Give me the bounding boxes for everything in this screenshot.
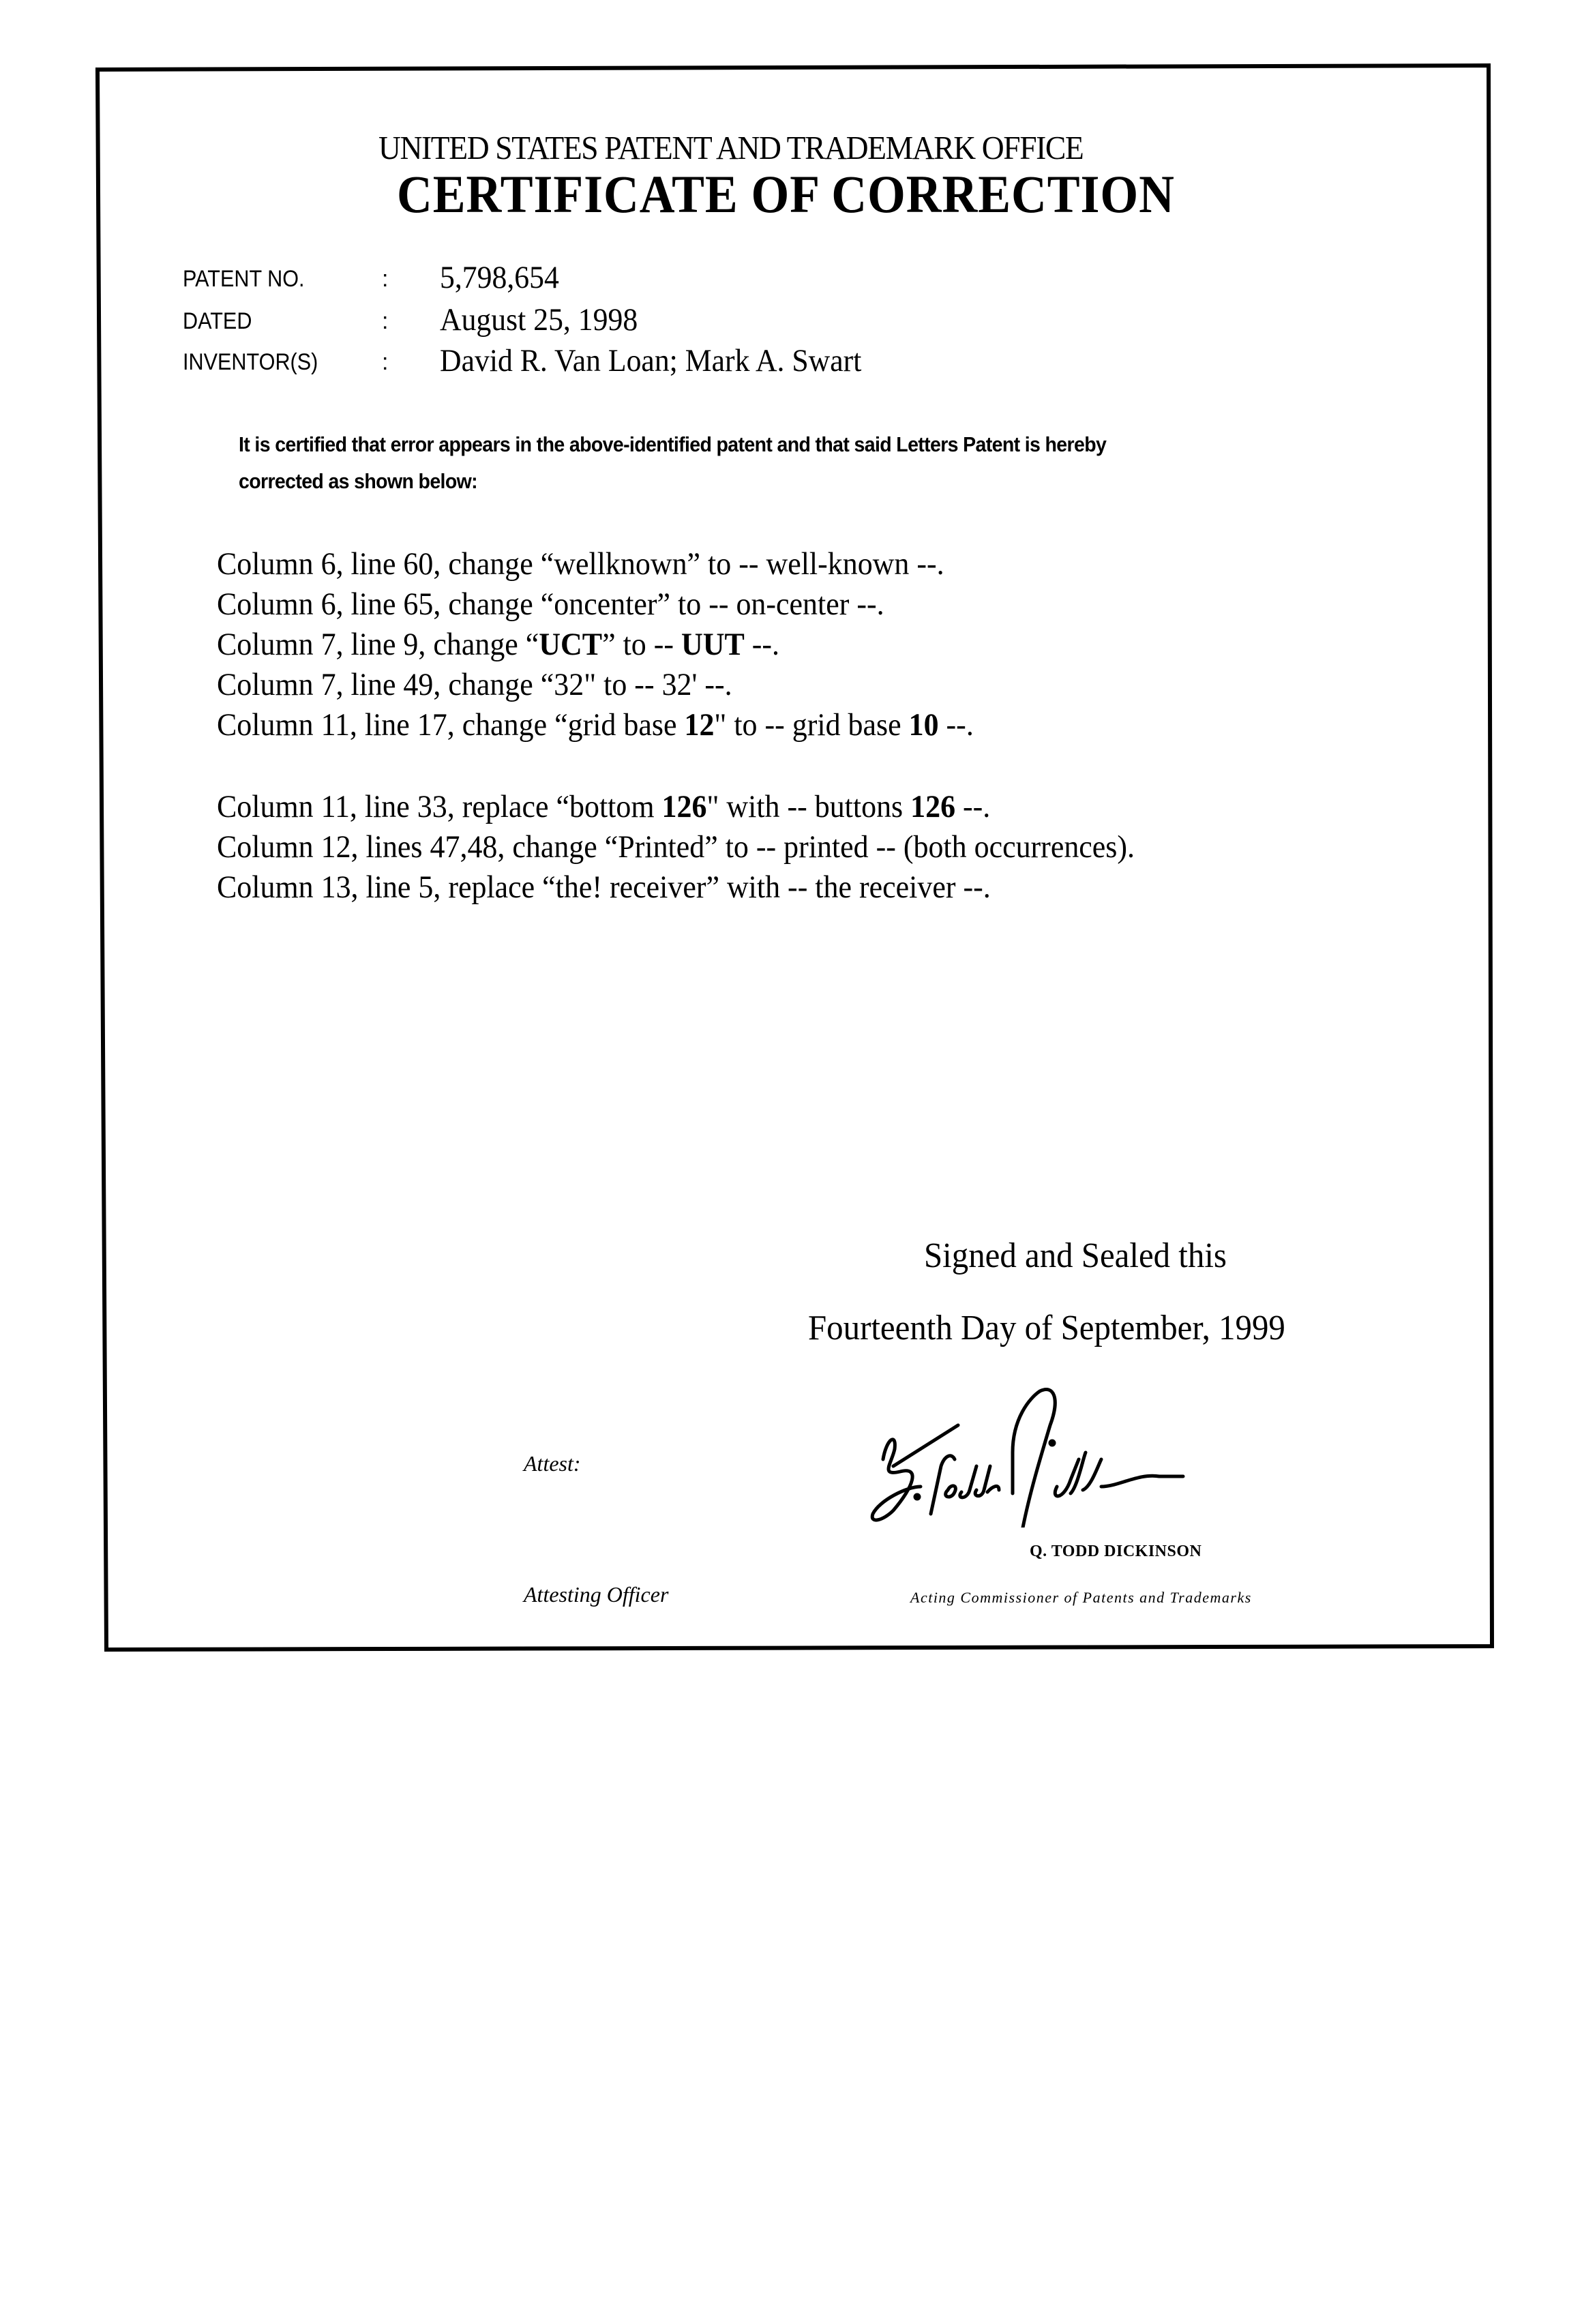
correction-item: Column 6, line 60, change “wellknown” to -- well-known --. bbox=[217, 546, 944, 582]
correction-item bbox=[217, 788, 990, 825]
sealed-date-line: Fourteenth Day of September, 1999 bbox=[808, 1308, 1285, 1348]
field-label: INVENTOR(S) bbox=[183, 349, 318, 376]
correction-item bbox=[217, 626, 779, 663]
bold-segment: UCT bbox=[539, 627, 602, 662]
text-segment: " to -- grid base bbox=[714, 707, 908, 743]
field-label: PATENT NO. bbox=[183, 266, 305, 293]
bold-segment: UUT bbox=[681, 627, 745, 662]
field-value: David R. Van Loan; Mark A. Swart bbox=[440, 342, 861, 379]
bold-segment: 12 bbox=[684, 707, 714, 743]
bold-segment: 126 bbox=[910, 789, 955, 824]
correction-item: Column 12, lines 47,48, change “Printed” to -- printed -- (both occurrences). bbox=[217, 829, 1135, 865]
bold-segment: 10 bbox=[909, 707, 939, 743]
bold-segment: 126 bbox=[662, 789, 707, 824]
attest-label: Attest: bbox=[524, 1451, 581, 1476]
field-label: DATED bbox=[183, 308, 252, 335]
disclaimer-line-1: It is certified that error appears in the above-identified patent and that said Letters Patent is hereby bbox=[239, 432, 1106, 457]
field-colon: : bbox=[382, 308, 388, 335]
text-segment: Column 11, line 33, replace “bottom bbox=[217, 789, 662, 824]
text-segment: Column 7, line 9, change “ bbox=[217, 627, 539, 662]
correction-item: Column 7, line 49, change “32" to -- 32' --. bbox=[217, 666, 732, 703]
correction-item bbox=[217, 706, 974, 743]
correction-item: Column 13, line 5, replace “the! receiver” with -- the receiver --. bbox=[217, 869, 991, 906]
text-segment: --. bbox=[939, 707, 974, 743]
field-value: 5,798,654 bbox=[440, 259, 559, 296]
field-colon: : bbox=[382, 266, 388, 293]
text-segment: --. bbox=[955, 789, 990, 824]
text-segment: " with -- buttons bbox=[706, 789, 910, 824]
signatory-name: Q. TODD DICKINSON bbox=[1030, 1543, 1202, 1561]
signed-sealed-line: Signed and Sealed this bbox=[924, 1236, 1227, 1276]
handwritten-signature bbox=[866, 1384, 1343, 1528]
attesting-officer-label: Attesting Officer bbox=[524, 1582, 668, 1607]
signatory-title: Acting Commissioner of Patents and Trademarks bbox=[910, 1589, 1252, 1607]
correction-item: Column 6, line 65, change “oncenter” to -- on-center --. bbox=[217, 586, 884, 623]
office-heading: UNITED STATES PATENT AND TRADEMARK OFFICE bbox=[378, 128, 1083, 167]
text-segment: Column 11, line 17, change “grid base bbox=[217, 707, 684, 743]
certificate-title: CERTIFICATE OF CORRECTION bbox=[397, 164, 1175, 225]
field-value: August 25, 1998 bbox=[440, 301, 638, 338]
text-segment: ” to -- bbox=[602, 627, 681, 662]
field-colon: : bbox=[382, 349, 388, 376]
disclaimer-line-2: corrected as shown below: bbox=[239, 469, 477, 494]
text-segment: --. bbox=[745, 627, 779, 662]
